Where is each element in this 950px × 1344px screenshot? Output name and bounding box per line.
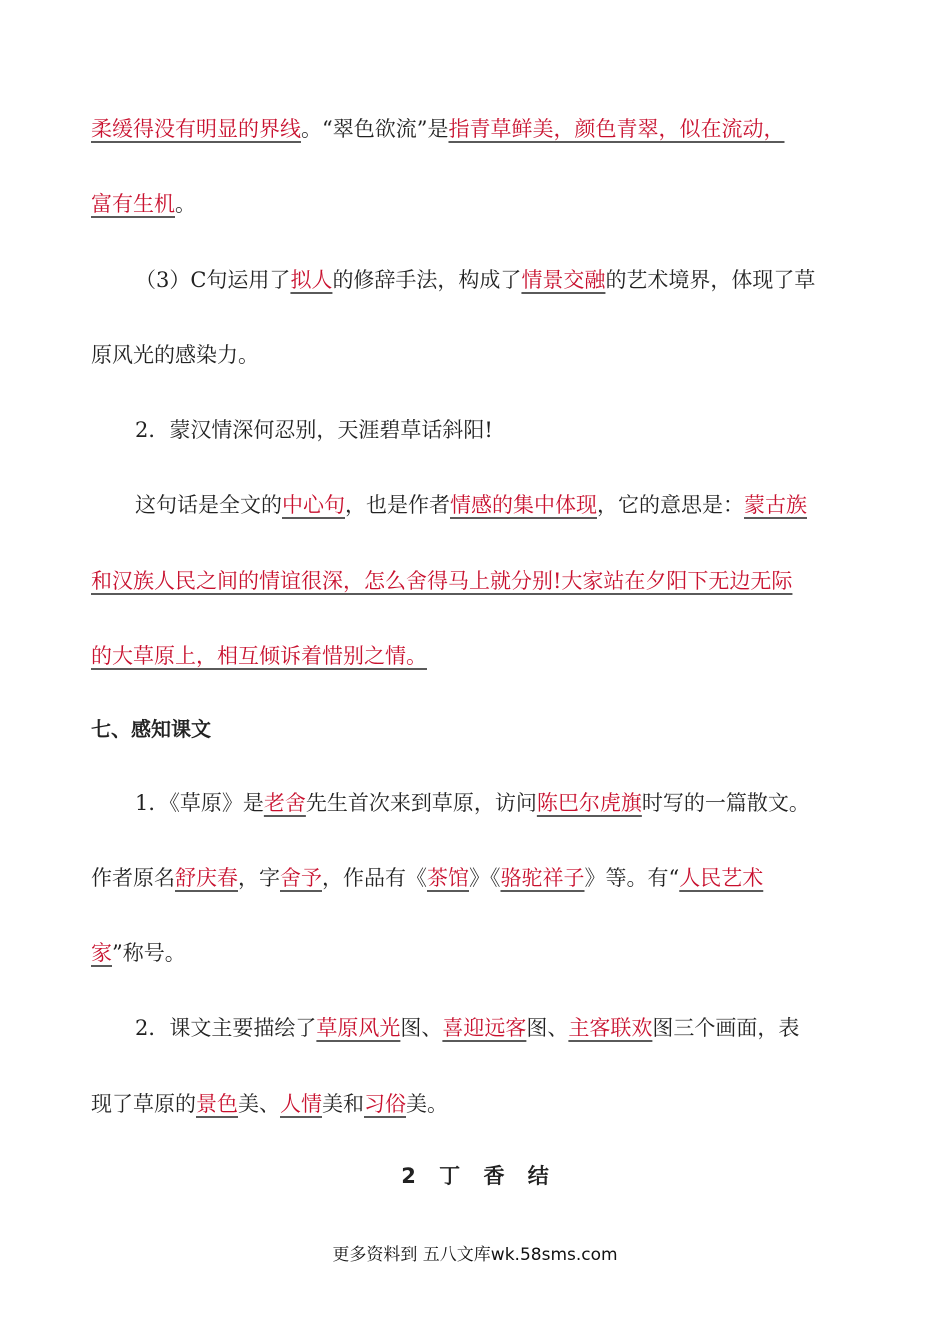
answer-text: 老舍 (263, 791, 306, 815)
text-line (91, 188, 866, 220)
answer-text: 陈巴尔虎旗 (536, 791, 642, 815)
text-line (91, 1088, 866, 1120)
body-text: 美、 (238, 1092, 280, 1116)
body-text: ，作品有《 (322, 866, 427, 890)
answer-text: 拟人 (290, 268, 333, 292)
body-text: （3）C句运用了 (135, 268, 291, 292)
body-text: ”称号。 (112, 941, 186, 965)
answer-text: 情感的集中体现 (450, 493, 597, 517)
body-text: 1．《草原》是 (135, 791, 264, 815)
body-text: 作者原名 (91, 866, 175, 890)
answer-text: 指青草鲜美，颜色青翠，似在流动， (448, 117, 785, 141)
body-text: 时写的一篇散文。 (641, 791, 810, 815)
answer-text: 喜迎远客 (442, 1016, 527, 1040)
text-line (135, 1012, 910, 1044)
body-text: 现了草原的 (91, 1092, 196, 1116)
answer-text: 舍予 (280, 866, 322, 890)
body-text: 美和 (322, 1092, 364, 1116)
section-heading: 七、感知课文 (91, 717, 211, 741)
body-text: 这句话是全文的 (135, 493, 282, 517)
body-text: 美。 (406, 1092, 448, 1116)
text-line (91, 113, 866, 145)
body-text: 2．蒙汉情深何忍别，天涯碧草话斜阳! (135, 418, 493, 442)
body-text: 图三个画面，表 (652, 1016, 800, 1040)
body-text: 先生首次来到草原，访问 (305, 791, 537, 815)
answer-text: 中心句 (282, 493, 345, 517)
answer-text: 主客联欢 (568, 1016, 653, 1040)
body-text: 图、 (526, 1016, 569, 1040)
body-text: 图、 (400, 1016, 443, 1040)
body-text: 原风光的感染力。 (91, 343, 259, 367)
body-text: 》等。有“ (584, 866, 680, 890)
answer-text: 草原风光 (316, 1016, 401, 1040)
body-text: ，也是作者 (345, 493, 450, 517)
answer-text: 蒙古族 (744, 493, 807, 517)
text-line (91, 339, 866, 371)
answer-text: 富有生机 (91, 192, 175, 216)
answer-text: 习俗 (364, 1092, 406, 1116)
text-line (91, 937, 866, 969)
answer-text: 舒庆春 (175, 866, 238, 890)
body-text: 》《 (469, 866, 501, 890)
body-text: 的艺术境界，体现了草 (605, 268, 816, 292)
text-line (91, 640, 866, 672)
answer-text: 景色 (196, 1092, 238, 1116)
body-text: 。 (175, 192, 196, 216)
answer-text: 柔缓得没有明显的界线 (91, 117, 301, 141)
body-text: 。“翠色欲流”是 (301, 117, 449, 141)
text-line (91, 862, 866, 894)
answer-text: 的大草原上，相互倾诉着惜别之情。 (91, 644, 427, 668)
text-line (135, 264, 910, 296)
answer-text: 骆驼祥子 (500, 866, 585, 890)
text-line (91, 565, 866, 597)
lesson-title: 2 丁 香 结 (401, 1164, 549, 1188)
text-line (135, 787, 910, 819)
body-text: 2．课文主要描绘了 (135, 1016, 317, 1040)
body-text: ，字 (238, 866, 280, 890)
answer-text: 家 (91, 941, 112, 965)
answer-text: 情景交融 (521, 268, 606, 292)
answer-text: 茶馆 (427, 866, 469, 890)
body-text: ，它的意思是： (597, 493, 744, 517)
answer-text: 和汉族人民之间的情谊很深，怎么舍得马上就分别!大家站在夕阳下无边无际 (91, 569, 793, 593)
answer-text: 人民艺术 (679, 866, 764, 890)
answer-text: 人情 (280, 1092, 322, 1116)
text-line (135, 414, 910, 446)
footer-note: 更多资料到 五八文库wk.58sms.com (332, 1245, 618, 1265)
text-line (135, 489, 910, 521)
body-text: 的修辞手法，构成了 (332, 268, 522, 292)
